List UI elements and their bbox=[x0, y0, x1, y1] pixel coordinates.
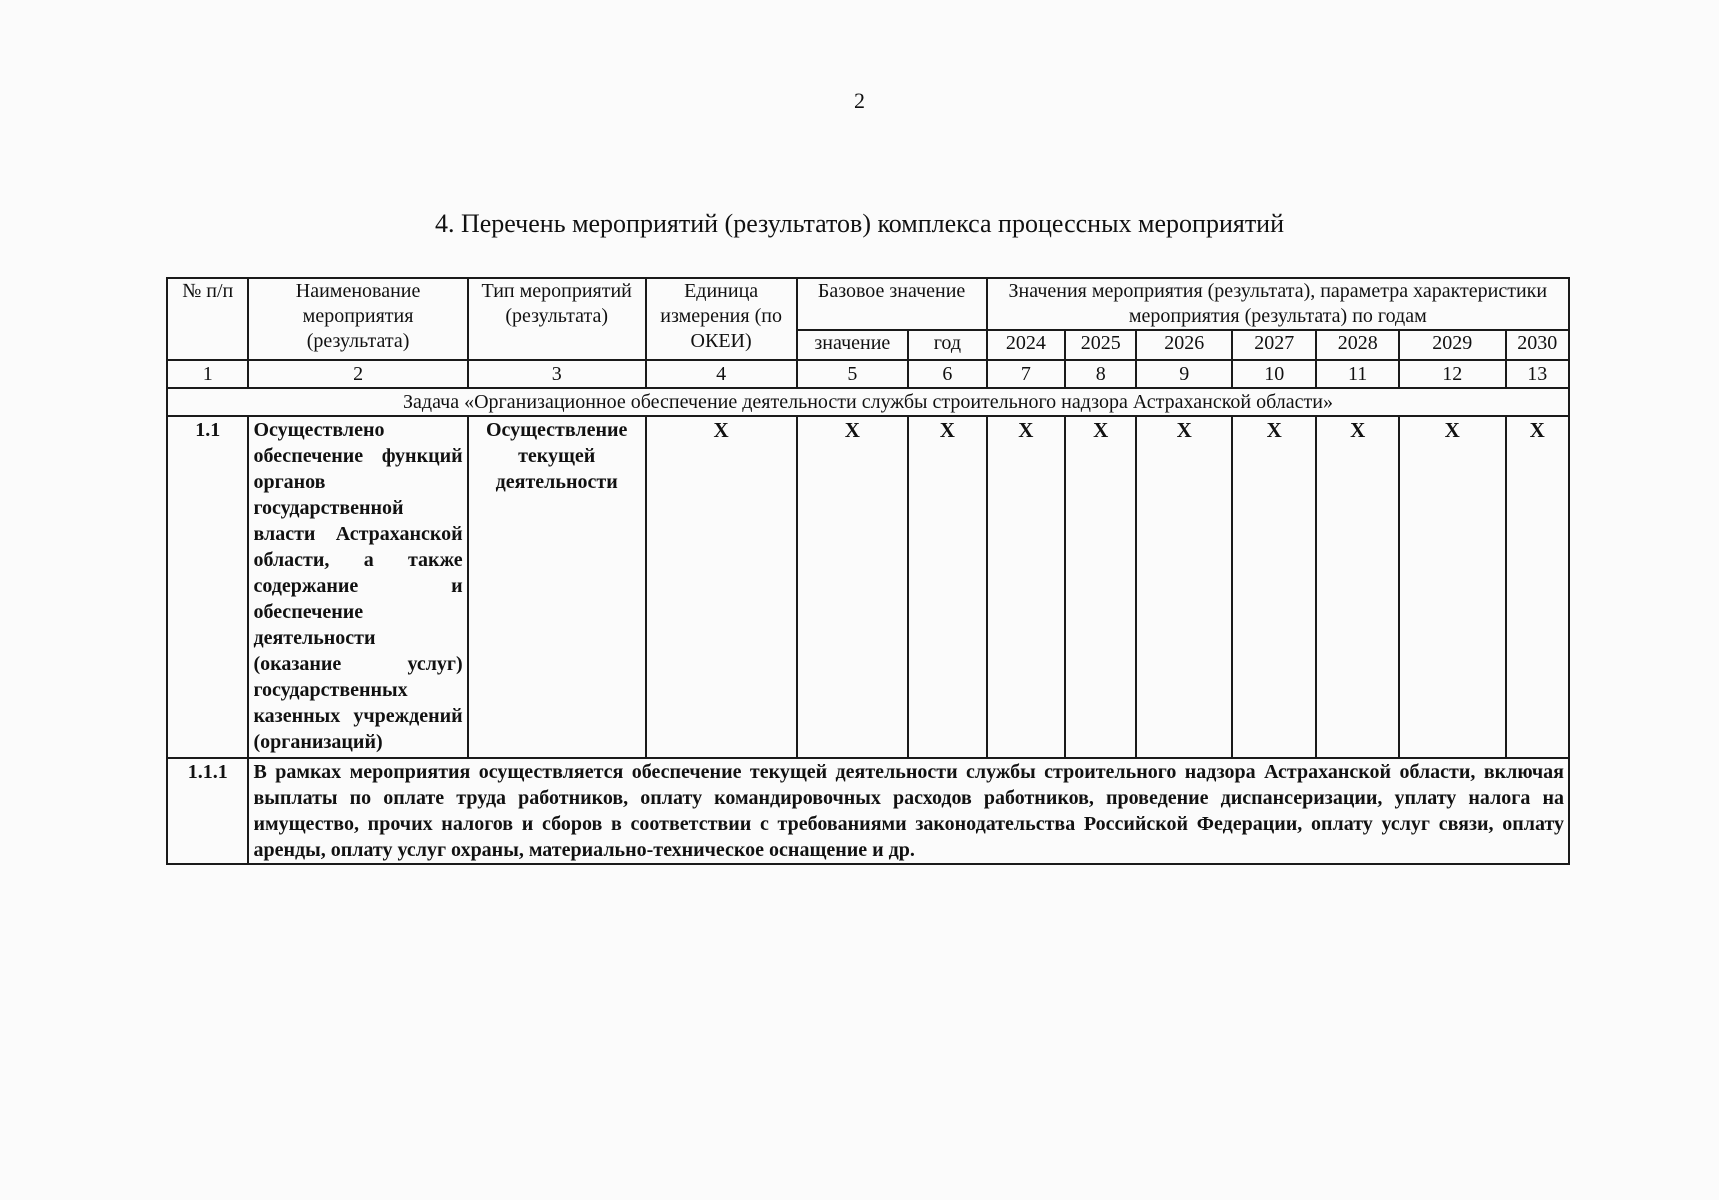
header-name: Наименование мероприятия (результата) bbox=[248, 278, 467, 360]
header-type: Тип мероприятий (результата) bbox=[468, 278, 646, 360]
description-text: В рамках мероприятия осуществляется обеспечение текущей деятельности службы строительного надзора Астраханской области, включая выплаты по оплате труда работников, оплату командировочных расходов работников, проведение диспансеризации, уплату налога на имущество, прочих налогов и сборов в соответствии с требованиями законодательства Российской Федерации, оплату услуг связи, оплату аренды, оплату услуг охраны, материально-техническое оснащение и др. bbox=[248, 758, 1569, 864]
column-number: 4 bbox=[646, 360, 797, 388]
measure-number: 1.1 bbox=[167, 416, 248, 758]
measure-value-cell: X bbox=[1232, 416, 1316, 758]
description-number: 1.1.1 bbox=[167, 758, 248, 864]
column-number-row bbox=[167, 360, 1569, 388]
year-2024: 2024 bbox=[987, 330, 1065, 360]
column-number: 11 bbox=[1316, 360, 1398, 388]
year-2030: 2030 bbox=[1506, 330, 1569, 360]
column-number: 13 bbox=[1506, 360, 1569, 388]
measure-value-cell: X bbox=[1136, 416, 1232, 758]
task-row bbox=[167, 388, 1569, 416]
column-number: 3 bbox=[468, 360, 646, 388]
page-number: 2 bbox=[854, 88, 865, 113]
section-title: 4. Перечень мероприятий (результатов) комплекса процессных мероприятий bbox=[434, 209, 1285, 238]
year-2029: 2029 bbox=[1399, 330, 1506, 360]
description-row bbox=[167, 758, 1569, 864]
task-title: Задача «Организационное обеспечение деятельности службы строительного надзора Астраханской области» bbox=[167, 388, 1569, 416]
measure-value-cell: X bbox=[797, 416, 909, 758]
column-number: 6 bbox=[908, 360, 986, 388]
header-values: Значения мероприятия (результата), параметра характеристики мероприятия (результата) по годам bbox=[987, 278, 1569, 330]
measure-value-cell: X bbox=[1506, 416, 1569, 758]
column-number: 8 bbox=[1065, 360, 1136, 388]
measure-value-cell: X bbox=[646, 416, 797, 758]
measure-value-cell: X bbox=[1065, 416, 1136, 758]
column-number: 9 bbox=[1136, 360, 1232, 388]
year-2025: 2025 bbox=[1065, 330, 1136, 360]
measure-value-cell: X bbox=[987, 416, 1065, 758]
header-base-value: значение bbox=[797, 330, 909, 360]
measure-row bbox=[167, 416, 1569, 758]
measure-type: Осуществление текущей деятельности bbox=[468, 416, 646, 758]
header-base: Базовое значение bbox=[797, 278, 987, 330]
measure-value-cell: X bbox=[1316, 416, 1398, 758]
column-number: 2 bbox=[248, 360, 467, 388]
measure-value-cell: X bbox=[908, 416, 986, 758]
column-number: 12 bbox=[1399, 360, 1506, 388]
measures-table bbox=[166, 277, 1570, 865]
column-number: 1 bbox=[167, 360, 248, 388]
header-base-year: год bbox=[908, 330, 986, 360]
year-2028: 2028 bbox=[1316, 330, 1398, 360]
year-2027: 2027 bbox=[1232, 330, 1316, 360]
header-no: № п/п bbox=[167, 278, 248, 360]
column-number: 7 bbox=[987, 360, 1065, 388]
measure-value-cell: X bbox=[1399, 416, 1506, 758]
header-row bbox=[167, 278, 1569, 330]
column-number: 10 bbox=[1232, 360, 1316, 388]
header-unit: Единица измерения (по ОКЕИ) bbox=[646, 278, 797, 360]
measure-name: Осуществлено обеспечение функций органов государственной власти Астраханской области, а также содержание и обеспечение деятельности (оказание услуг) государственных казенных учреждений (организаций) bbox=[248, 416, 467, 758]
year-2026: 2026 bbox=[1136, 330, 1232, 360]
column-number: 5 bbox=[797, 360, 909, 388]
